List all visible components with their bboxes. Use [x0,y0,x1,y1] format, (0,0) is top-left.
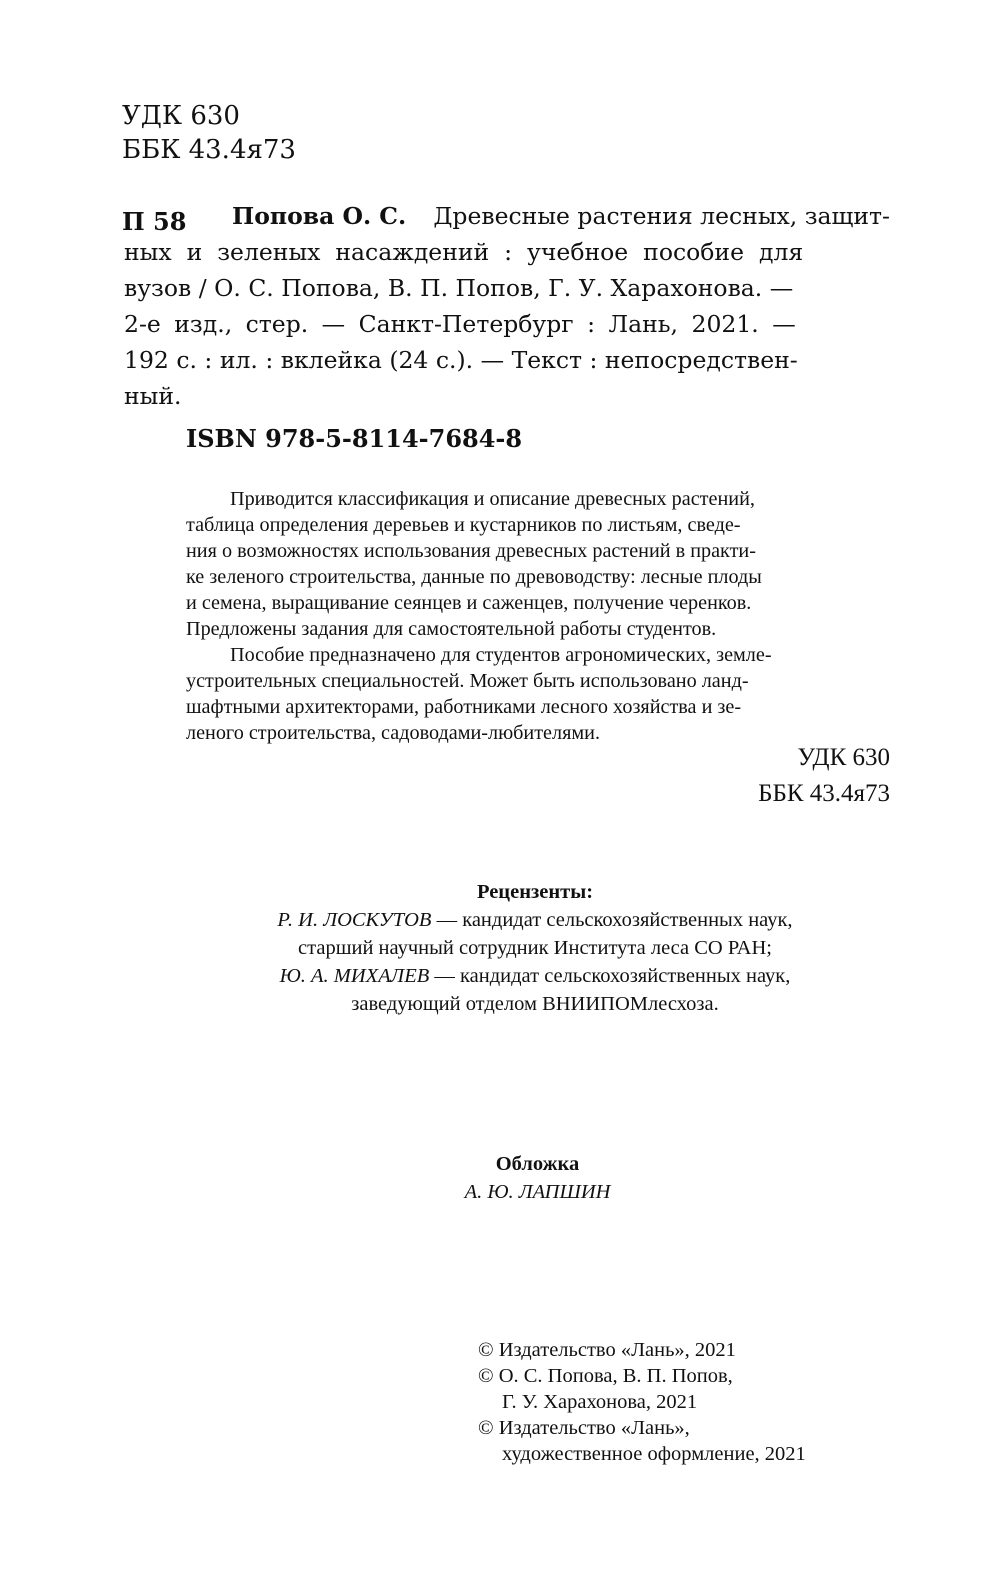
udc-code-top: УДК 630 [122,101,240,131]
bbk-code-top: ББК 43.4я73 [122,135,296,165]
bib-line-1 [232,198,890,234]
annotation-line: Предложены задания для самостоятельной работы студентов. [186,618,717,640]
reviewer-1-position: старший научный сотрудник Института леса СО РАН; [298,937,772,959]
reviewer-2-degree: — кандидат сельскохозяйственных наук, [429,965,791,987]
bib-line-3: вузов / О. С. Попова, В. П. Попов, Г. У. Харахонова. — [124,274,794,302]
reviewer-1-name: Р. И. ЛОСКУТОВ [277,909,432,931]
copyright-line: © Издательство «Лань», 2021 [478,1339,736,1361]
reviewer-2-name: Ю. А. МИХАЛЕВ [279,965,430,987]
copyright-line: художественное оформление, 2021 [502,1443,806,1465]
reviewer-2 [0,962,1008,990]
copyright-line: © Издательство «Лань», [478,1417,690,1439]
annotation-line: устроительных специальностей. Может быть использовано ланд- [186,670,749,692]
annotation-line: Пособие предназначено для студентов агрономических, земле- [230,644,772,666]
annotation-line: Приводится классификация и описание древесных растений, [230,488,755,510]
cover-credit [0,1150,1008,1206]
classification-bottom [758,740,890,812]
cover-title: Обложка [495,1153,580,1175]
reviewers-title: Рецензенты: [476,881,594,903]
isbn: ISBN 978-5-8114-7684-8 [186,424,523,453]
bib-line-6: ный. [124,382,182,410]
annotation-line: леного строительства, садоводами-любителями. [186,722,601,744]
author-sign: П 58 [122,207,187,236]
annotation-line: шафтными архитекторами, работниками лесного хозяйства и зе- [186,696,742,718]
copyright-line: © О. С. Попова, В. П. Попов, [478,1365,733,1387]
bib-line-4: 2-е изд., стер. — Санкт-Петербург : Лань, 2021. — [124,310,796,338]
reviewer-2-position: заведующий отделом ВНИИПОМлесхоза. [351,993,719,1015]
cover-designer-name: А. Ю. ЛАПШИН [464,1181,611,1203]
annotation-line: ния о возможностях использования древесных растений в практи- [186,540,756,562]
annotation-line: таблица определения деревьев и кустарников по листьям, сведе- [186,514,741,536]
annotation-line: и семена, выращивание сеянцев и саженцев, получение черенков. [186,592,752,614]
bib-title-start: Древесные растения лесных, защит- [433,202,890,230]
reviewer-1-degree: — кандидат сельскохозяйственных наук, [431,909,793,931]
copyright-line: Г. У. Харахонова, 2021 [502,1391,698,1413]
bibliographic-description [124,198,890,414]
bbk-code-bottom: ББК 43.4я73 [758,780,890,807]
annotation-line: ке зеленого строительства, данные по древоводству: лесные плоды [186,566,762,588]
udc-code-bottom: УДК 630 [797,744,890,771]
bib-line-5: 192 с. : ил. : вклейка (24 с.). — Текст : непосредствен- [124,346,798,374]
reviewer-1 [0,906,1008,934]
bib-line-2: ных и зеленых насаждений : учебное пособие для [124,238,804,266]
author-name: Попова О. С. [232,202,407,230]
